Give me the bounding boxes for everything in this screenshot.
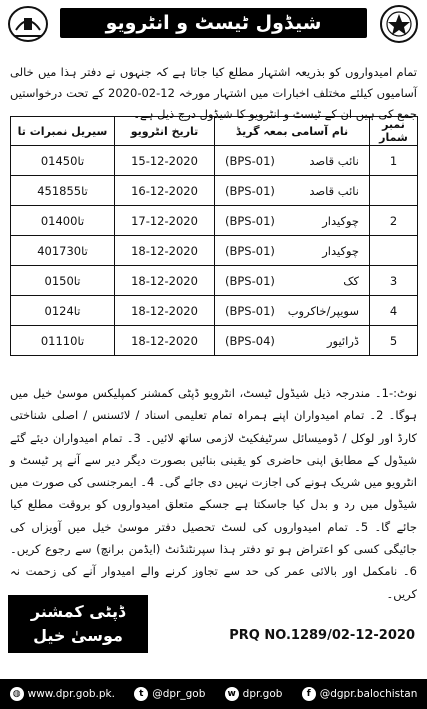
signature-block bbox=[8, 595, 148, 653]
signature-district: موسیٰ خیل bbox=[33, 626, 123, 645]
post-name: چوکیدار bbox=[322, 213, 359, 228]
row-post bbox=[215, 176, 370, 206]
post-name: چوکیدار bbox=[322, 243, 359, 258]
row-date: 16-12-2020 bbox=[115, 176, 215, 206]
row-serial bbox=[370, 176, 418, 206]
footer-facebook[interactable] bbox=[302, 687, 418, 701]
row-serial: 2 bbox=[370, 206, 418, 236]
row-date: 15-12-2020 bbox=[115, 146, 215, 176]
prq-number: PRQ NO.1289/02-12-2020 bbox=[229, 628, 415, 643]
row-roll: 01تا50 bbox=[11, 266, 115, 296]
govt-emblem-icon bbox=[6, 4, 50, 44]
post-grade: (BPS-01) bbox=[225, 153, 275, 168]
header-serial: نمبر شمار bbox=[370, 117, 418, 146]
row-post bbox=[215, 206, 370, 236]
post-grade: (BPS-01) bbox=[225, 243, 275, 258]
post-grade: (BPS-01) bbox=[225, 303, 275, 318]
post-name: ڈرائیور bbox=[326, 333, 359, 348]
table-row bbox=[11, 296, 418, 326]
row-post bbox=[215, 266, 370, 296]
row-serial: 1 bbox=[370, 146, 418, 176]
twitter-icon: t bbox=[134, 687, 148, 701]
post-grade: (BPS-01) bbox=[225, 273, 275, 288]
facebook-icon: f bbox=[302, 687, 316, 701]
signature-title: ڈپٹی کمشنر bbox=[30, 602, 126, 621]
footer-website[interactable] bbox=[10, 687, 115, 701]
header-post: نام آسامی بمعہ گریڈ bbox=[215, 117, 370, 146]
post-grade: (BPS-04) bbox=[225, 333, 275, 348]
schedule-table bbox=[10, 116, 417, 356]
row-roll: 01تا400 bbox=[11, 206, 115, 236]
web-icon: w bbox=[225, 687, 239, 701]
row-roll: 451تا855 bbox=[11, 176, 115, 206]
website-text: www.dpr.gob.pk. bbox=[27, 688, 115, 700]
table-row bbox=[11, 206, 418, 236]
table-row bbox=[11, 176, 418, 206]
row-date: 17-12-2020 bbox=[115, 206, 215, 236]
row-post bbox=[215, 146, 370, 176]
intro-paragraph: تمام امیدواروں کو بذریعہ اشتہار مطلع کیا جاتا ہے کہ جنہوں نے دفتر ہذا میں خالی آسامیوں کیلئے مختلف اخبارات میں اشتہار مورخہ 12-02-2020 کے تحت درخواستیں جمع کی ہیں ان کے ٹیسٹ و انٹرویو کا شیڈول درج ذیل ہے۔ bbox=[10, 65, 417, 121]
post-grade: (BPS-01) bbox=[225, 183, 275, 198]
facebook-text: @dgpr.balochistan bbox=[319, 688, 418, 700]
row-post bbox=[215, 326, 370, 356]
page-title: شیڈول ٹیسٹ و انٹرویو bbox=[60, 8, 367, 38]
row-date: 18-12-2020 bbox=[115, 296, 215, 326]
social-footer bbox=[0, 679, 427, 709]
table-header-row bbox=[11, 117, 418, 146]
header-date: تاریخ انٹرویو bbox=[115, 117, 215, 146]
notes-paragraph: نوٹ:-1۔ مندرجہ ذیل شیڈول ٹیسٹ، انٹرویو ڈپٹی کمشنر کمپلیکس موسیٰ خیل میں ہوگا۔ 2۔ تمام امیدواران اپنے ہمراہ تمام تعلیمی اسناد / لائسنس / اصلی شناختی کارڈ اور لوکل / ڈومیسائل سرٹیفکیٹ لازمی ساتھ لائیں۔ 3۔ تمام امیدواران دیئے گئے شیڈول کے مطابق اپنی حاضری کو یقینی بنائیں بصورت دیگر دیر سے آنے پر ٹیسٹ و انٹرویو میں شریک ہونے کی اجازت نہیں دی جائے گی۔ 4۔ ایمرجنسی کی صورت میں شیڈول میں رد و بدل کیا جاسکتا ہے جسکے متعلق امیدواروں کو بروقت مطلع کیا جائے گا۔ 5۔ تمام امیدواروں کی لسٹ تحصیل دفتر موسیٰ خیل میں آویزاں کی جائیگی کسی کو اعتراض ہو تو دفتر ہذا سپرنٹنڈنٹ (ایڈمن برانچ) سے رجوع کریں۔ 6۔ نامکمل اور بالائی عمر کی حد سے تجاوز کرنے والے امیدوار آنے کی زحمت نہ کریں۔ bbox=[10, 386, 417, 601]
row-date: 18-12-2020 bbox=[115, 326, 215, 356]
footer-twitter[interactable] bbox=[134, 687, 205, 701]
footer-web[interactable] bbox=[225, 687, 283, 701]
row-serial: 4 bbox=[370, 296, 418, 326]
row-post bbox=[215, 296, 370, 326]
row-post bbox=[215, 236, 370, 266]
row-serial: 3 bbox=[370, 266, 418, 296]
row-date: 18-12-2020 bbox=[115, 266, 215, 296]
row-serial bbox=[370, 236, 418, 266]
row-date: 18-12-2020 bbox=[115, 236, 215, 266]
post-name: سویپر/خاکروب bbox=[287, 303, 359, 318]
row-roll: 401تا730 bbox=[11, 236, 115, 266]
table-row bbox=[11, 266, 418, 296]
post-grade: (BPS-01) bbox=[225, 213, 275, 228]
table-row bbox=[11, 146, 418, 176]
table-row bbox=[11, 236, 418, 266]
row-roll: 01تا450 bbox=[11, 146, 115, 176]
post-name: نائب قاصد bbox=[309, 183, 359, 198]
header-roll: سیریل نمبرات تا bbox=[11, 117, 115, 146]
twitter-text: @dpr_gob bbox=[152, 688, 206, 700]
dgpr-seal-icon bbox=[377, 4, 421, 44]
header bbox=[0, 0, 427, 48]
globe-icon: ◍ bbox=[10, 687, 24, 701]
web-text: dpr.gob bbox=[242, 688, 283, 700]
row-roll: 01تا24 bbox=[11, 296, 115, 326]
table-row bbox=[11, 326, 418, 356]
row-serial: 5 bbox=[370, 326, 418, 356]
row-roll: 01تا110 bbox=[11, 326, 115, 356]
post-name: نائب قاصد bbox=[309, 153, 359, 168]
post-name: کک bbox=[343, 273, 359, 288]
